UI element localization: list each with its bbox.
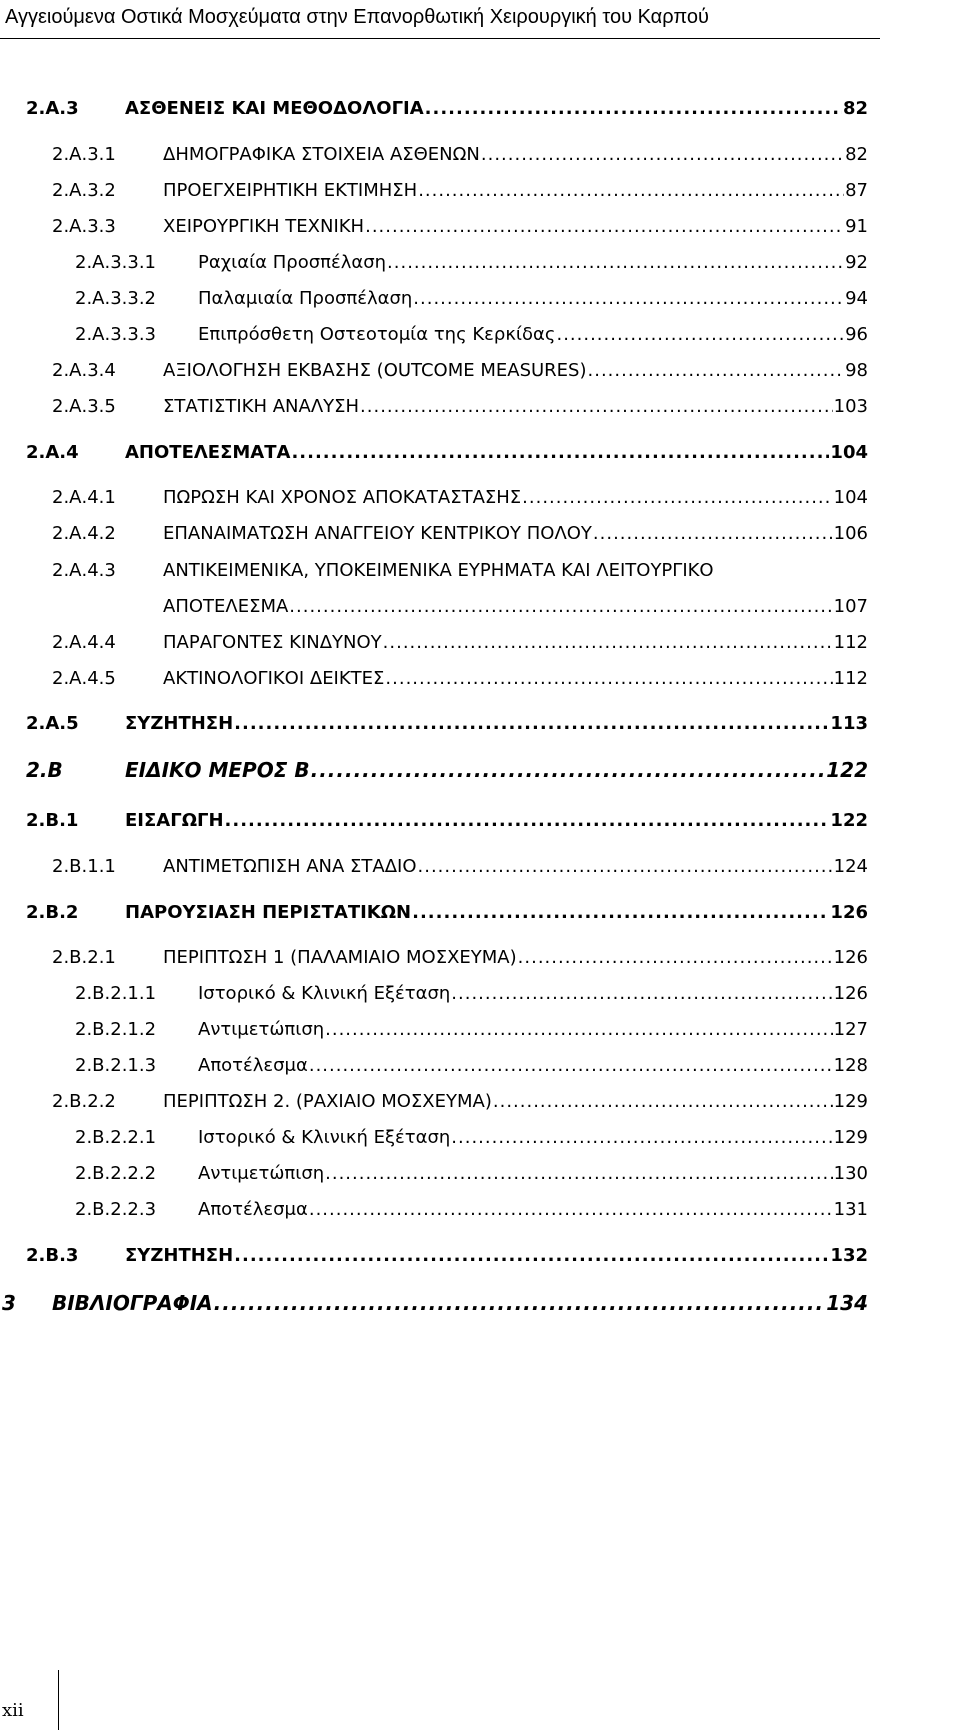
toc-entry[interactable] (75, 252, 868, 273)
toc-entry[interactable] (52, 216, 868, 237)
toc-entry-title: Αποτέλεσμα (198, 1055, 308, 1076)
toc-entry-number: 2.Α.4.4 (52, 632, 116, 653)
toc-entry-title: Επιπρόσθετη Οστεοτομία της Κερκίδας (198, 324, 556, 345)
toc-entry-title: ΑΞΙΟΛΟΓΗΣΗ ΕΚΒΑΣΗΣ (OUTCOME MEASURES) (163, 360, 587, 381)
toc-entry-number: 2.Α.4.5 (52, 668, 116, 689)
toc-entry-title: ΣΤΑΤΙΣΤΙΚΗ ΑΝΑΛΥΣΗ (163, 396, 360, 417)
toc-entry-page: 103 (833, 396, 868, 417)
toc-entry-title: ΠΩΡΩΣΗ ΚΑΙ ΧΡΟΝΟΣ ΑΠΟΚΑΤΑΣΤΑΣΗΣ (163, 487, 522, 508)
toc-entry-number: 2.Α.3.1 (52, 144, 116, 165)
toc-entry-title: ΠΑΡΑΓΟΝΤΕΣ ΚΙΝΔΥΝΟΥ (163, 632, 382, 653)
toc-entry-number: 2.Α.4.1 (52, 487, 116, 508)
toc-leader-dots (451, 1127, 832, 1148)
toc-entry[interactable] (2, 1291, 868, 1315)
toc-entry-page: 112 (833, 632, 868, 653)
toc-entry-page: 122 (826, 758, 868, 782)
toc-entry-page: 98 (845, 360, 868, 381)
toc-entry-title: ΑΝΤΙΜΕΤΩΠΙΣΗ ΑΝΑ ΣΤΑΔΙΟ (163, 856, 417, 877)
toc-entry-title: ΠΕΡΙΠΤΩΣΗ 2. (ΡΑΧΙΑΙΟ ΜΟΣΧΕΥΜΑ) (163, 1091, 492, 1112)
toc-entry[interactable] (26, 713, 868, 734)
toc-entry-page: 113 (830, 713, 868, 734)
toc-entry-page: 128 (833, 1055, 868, 1076)
toc-entry-number: 2.Β.2.1.3 (75, 1055, 157, 1076)
toc-entry[interactable] (26, 442, 868, 463)
toc-leader-dots (518, 947, 833, 968)
toc-entry-page: 126 (833, 947, 868, 968)
toc-entry-title: ΑΠΟΤΕΛΕΣΜΑΤΑ (125, 442, 291, 463)
toc-entry[interactable] (26, 810, 868, 831)
toc-entry-number: 2.Α.4.3 (52, 560, 116, 581)
toc-entry[interactable] (52, 144, 868, 165)
toc-leader-dots (365, 216, 844, 237)
toc-leader-dots (234, 1245, 829, 1266)
toc-entry-number: 2.Α.5 (26, 713, 79, 734)
toc-leader-dots (481, 144, 844, 165)
toc-entry[interactable] (52, 523, 868, 544)
toc-entry-title: ΕΠΑΝΑΙΜΑΤΩΣΗ ΑΝΑΓΓΕΙΟΥ ΚΕΝΤΡΙΚΟΥ ΠΟΛΟΥ (163, 523, 592, 544)
toc-leader-dots (360, 396, 833, 417)
toc-entry-number: 2.Α.3.3.3 (75, 324, 157, 345)
toc-leader-dots (289, 596, 832, 617)
toc-entry[interactable] (52, 360, 868, 381)
toc-leader-dots (387, 252, 844, 273)
toc-leader-dots (383, 632, 833, 653)
toc-entry-page: 96 (845, 324, 868, 345)
toc-leader-dots (309, 1055, 833, 1076)
toc-entry-title: ΧΕΙΡΟΥΡΓΙΚΗ ΤΕΧΝΙΚΗ (163, 216, 365, 237)
toc-entry-title: Παλαμιαία Προσπέλαση (198, 288, 413, 309)
toc-entry-page: 134 (826, 1291, 868, 1315)
toc-entry[interactable] (75, 983, 868, 1004)
toc-entry-first-line[interactable] (52, 560, 714, 581)
toc-entry-number: 2.Α.3.3.1 (75, 252, 157, 273)
toc-entry-title: ΣΥΖΗΤΗΣΗ (125, 713, 234, 734)
toc-entry[interactable] (75, 1055, 868, 1076)
toc-entry[interactable] (163, 596, 868, 617)
toc-leader-dots (413, 288, 844, 309)
toc-entry[interactable] (26, 1245, 868, 1266)
toc-entry-number: 2.Α.3 (26, 98, 79, 119)
toc-entry-title: Αντιμετώπιση (198, 1163, 325, 1184)
toc-leader-dots (225, 810, 830, 831)
toc-entry-number: 2.Β.1 (26, 810, 79, 831)
toc-entry-page: 87 (845, 180, 868, 201)
toc-leader-dots (588, 360, 845, 381)
toc-entry-page: 92 (845, 252, 868, 273)
toc-entry-page: 124 (833, 856, 868, 877)
toc-entry-page: 126 (830, 902, 868, 923)
toc-entry-number: 2.Β.2.2.1 (75, 1127, 157, 1148)
toc-entry-title: Ραχιαία Προσπέλαση (198, 252, 387, 273)
toc-leader-dots (425, 98, 842, 119)
toc-entry[interactable] (52, 180, 868, 201)
toc-entry-title: ΑΚΤΙΝΟΛΟΓΙΚΟΙ ΔΕΙΚΤΕΣ (163, 668, 385, 689)
toc-leader-dots (214, 1291, 826, 1315)
toc-entry-number: 2.Α.3.2 (52, 180, 116, 201)
toc-entry[interactable] (52, 487, 868, 508)
toc-entry[interactable] (75, 1127, 868, 1148)
toc-entry-title: ΕΙΣΑΓΩΓΗ (125, 810, 224, 831)
toc-entry-number: 2.Α.4.2 (52, 523, 116, 544)
toc-entry-number: 3 (2, 1291, 16, 1315)
toc-entry-number: 2.Α.3.3.2 (75, 288, 157, 309)
toc-entry-page: 127 (833, 1019, 868, 1040)
header-divider (0, 38, 880, 39)
toc-entry[interactable] (52, 856, 868, 877)
toc-leader-dots (412, 902, 829, 923)
toc-entry-title: ΣΥΖΗΤΗΣΗ (125, 1245, 234, 1266)
toc-leader-dots (522, 487, 832, 508)
toc-leader-dots (311, 758, 826, 782)
toc-entry[interactable] (75, 324, 868, 345)
toc-leader-dots (593, 523, 833, 544)
toc-entry-title: ΒΙΒΛΙΟΓΡΑΦΙΑ (52, 1291, 213, 1315)
toc-entry-number: 2.Β.2.1 (52, 947, 116, 968)
toc-entry-page: 131 (833, 1199, 868, 1220)
toc-entry-title: ΠΡΟΕΓΧΕΙΡΗΤΙΚΗ ΕΚΤΙΜΗΣΗ (163, 180, 418, 201)
toc-leader-dots (385, 668, 832, 689)
toc-leader-dots (493, 1091, 833, 1112)
toc-entry-page: 82 (842, 98, 868, 119)
toc-leader-dots (234, 713, 829, 734)
toc-entry[interactable] (52, 632, 868, 653)
toc-entry-number: 2.Β.2.2.3 (75, 1199, 157, 1220)
toc-entry-number: 2.Β.2 (26, 902, 79, 923)
toc-leader-dots (325, 1163, 833, 1184)
toc-leader-dots (325, 1019, 833, 1040)
toc-leader-dots (309, 1199, 833, 1220)
toc-entry-title: ΑΣΘΕΝΕΙΣ ΚΑΙ ΜΕΘΟΔΟΛΟΓΙΑ (125, 98, 424, 119)
toc-entry-title: Ιστορικό & Κλινική Εξέταση (198, 1127, 451, 1148)
toc-entry-page: 129 (833, 1127, 868, 1148)
toc-leader-dots (451, 983, 832, 1004)
toc-entry-number: 2.Α.3.5 (52, 396, 116, 417)
toc-entry[interactable] (75, 288, 868, 309)
running-header: Αγγειούμενα Οστικά Μοσχεύματα στην Επανορθωτική Χειρουργική του Καρπού (5, 6, 709, 28)
toc-entry[interactable] (52, 947, 868, 968)
toc-entry[interactable] (52, 668, 868, 689)
toc-entry-page: 132 (830, 1245, 868, 1266)
toc-entry-title: Ιστορικό & Κλινική Εξέταση (198, 983, 451, 1004)
toc-entry[interactable] (75, 1163, 868, 1184)
toc-entry-number: 2.Β.2.2 (52, 1091, 116, 1112)
toc-entry[interactable] (26, 902, 868, 923)
toc-entry-page: 82 (845, 144, 868, 165)
toc-entry[interactable] (52, 1091, 868, 1112)
toc-entry[interactable] (75, 1199, 868, 1220)
toc-leader-dots (291, 442, 829, 463)
toc-entry-page: 107 (833, 596, 868, 617)
toc-entry-page: 122 (830, 810, 868, 831)
toc-entry[interactable] (75, 1019, 868, 1040)
toc-entry[interactable] (52, 396, 868, 417)
toc-entry-title-continued: ΑΠΟΤΕΛΕΣΜΑ (163, 596, 289, 617)
toc-entry-title: ΕΙΔΙΚΟ ΜΕΡΟΣ Β (125, 758, 310, 782)
toc-entry-number: 2.Α.3.3 (52, 216, 116, 237)
toc-leader-dots (418, 856, 833, 877)
toc-entry[interactable] (26, 758, 868, 782)
toc-entry-title: Αντιμετώπιση (198, 1019, 325, 1040)
footer-divider (58, 1670, 59, 1730)
toc-entry-title: ΠΑΡΟΥΣΙΑΣΗ ΠΕΡΙΣΤΑΤΙΚΩΝ (125, 902, 412, 923)
toc-entry-number: 2.Β.2.1.2 (75, 1019, 157, 1040)
toc-entry-page: 91 (845, 216, 868, 237)
toc-entry-number: 2.Β.3 (26, 1245, 79, 1266)
toc-entry-number: 2.Β.2.1.1 (75, 983, 157, 1004)
toc-entry-page: 112 (833, 668, 868, 689)
toc-entry-number: 2.Β (26, 758, 63, 782)
toc-entry-page: 129 (833, 1091, 868, 1112)
toc-entry-page: 126 (833, 983, 868, 1004)
toc-entry-title: ΠΕΡΙΠΤΩΣΗ 1 (ΠΑΛΑΜΙΑΙΟ ΜΟΣΧΕΥΜΑ) (163, 947, 517, 968)
toc-entry-number: 2.Α.3.4 (52, 360, 116, 381)
toc-entry-page: 104 (833, 487, 868, 508)
toc-entry-number: 2.Β.1.1 (52, 856, 116, 877)
page-number: xii (2, 1700, 24, 1721)
toc-entry-number: 2.Α.4 (26, 442, 79, 463)
toc-entry-page: 104 (830, 442, 868, 463)
toc-entry-page: 130 (833, 1163, 868, 1184)
toc-entry-title: ΑΝΤΙΚΕΙΜΕΝΙΚΑ, ΥΠΟΚΕΙΜΕΝΙΚΑ ΕΥΡΗΜΑΤΑ ΚΑΙ ΛΕΙΤΟΥΡΓΙΚΟ (163, 560, 714, 581)
toc-entry-number: 2.Β.2.2.2 (75, 1163, 157, 1184)
toc-entry-title: Αποτέλεσμα (198, 1199, 308, 1220)
toc-entry[interactable] (26, 98, 868, 119)
toc-entry-page: 94 (845, 288, 868, 309)
toc-entry-page: 106 (833, 523, 868, 544)
toc-leader-dots (418, 180, 844, 201)
toc-entry-title: ΔΗΜΟΓΡΑΦΙΚΑ ΣΤΟΙΧΕΙΑ ΑΣΘΕΝΩΝ (163, 144, 480, 165)
toc-leader-dots (556, 324, 844, 345)
